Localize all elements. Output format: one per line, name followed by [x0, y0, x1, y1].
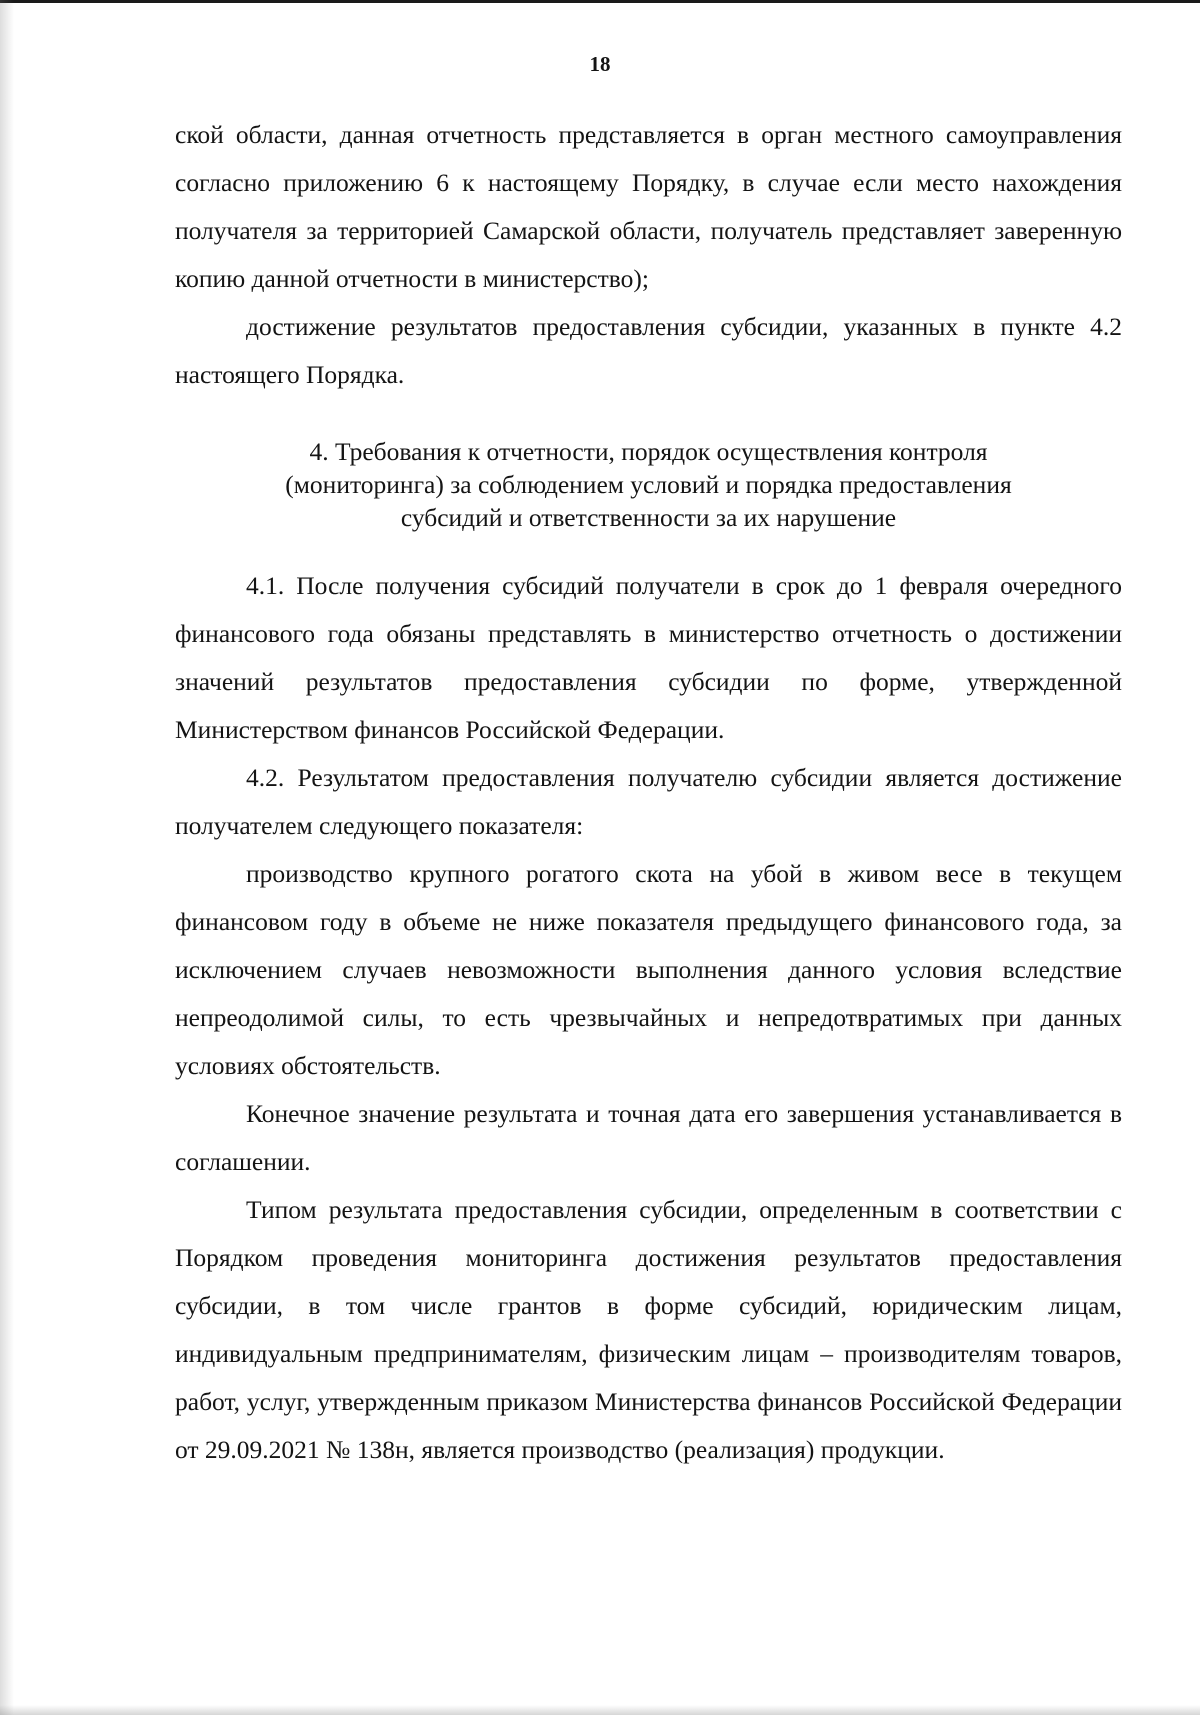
paragraph-indicator: производство крупного рогатого скота на убой в живом весе в текущем финансовом году в объеме не ниже показателя предыдущего финансового года, за исключением случаев невозможности выполнения данного условия вследствие непреодолимой силы, то есть чрезвычайных и непредотвратимых при данных условиях обстоятельств.	[175, 859, 1122, 1080]
paragraph-4-1: 4.1. После получения субсидий получатели в срок до 1 февраля очередного финансового года обязаны представлять в министерство отчетность о достижении значений результатов предоставления субсидии по форме, утвержденной Министерством финансов Российской Федерации.	[175, 571, 1122, 744]
scan-left-edge	[0, 0, 14, 1715]
paragraph-results-reference: достижение результатов предоставления субсидии, указанных в пункте 4.2 настоящего Порядка.	[175, 312, 1122, 389]
paragraph-continuation: ской области, данная отчетность представляется в орган местного самоуправления согласно приложению 6 к настоящему Порядку, в случае если место нахождения получателя за территорией Самарской области, получатель представляет заверенную копию данной отчетности в министерство);	[175, 120, 1122, 293]
scan-top-edge	[0, 0, 1200, 3]
document-body	[175, 111, 1122, 1474]
paragraph-result-type: Типом результата предоставления субсидии, определенным в соответствии с Порядком проведения мониторинга достижения результатов предоставления субсидии, в том числе грантов в форме субсидий, юридическим лицам, индивидуальным предпринимателям, физическим лицам – производителям товаров, работ, услуг, утвержденным приказом Министерства финансов Российской Федерации от 29.09.2021 № 138н, является производство (реализация) продукции.	[175, 1195, 1122, 1464]
paragraph-4-2: 4.2. Результатом предоставления получателю субсидии является достижение получателем следующего показателя:	[175, 763, 1122, 840]
section-heading-line: 4. Требования к отчетности, порядок осуществления контроля	[309, 437, 988, 466]
scan-bottom-edge	[0, 1705, 1200, 1715]
section-heading	[175, 435, 1122, 534]
section-heading-line: субсидий и ответственности за их нарушение	[400, 503, 897, 532]
paragraph-final-value: Конечное значение результата и точная дата его завершения устанавливается в соглашении.	[175, 1099, 1122, 1176]
page-number: 18	[589, 52, 611, 76]
section-heading-line: (мониторинга) за соблюдением условий и порядка предоставления	[285, 470, 1012, 499]
